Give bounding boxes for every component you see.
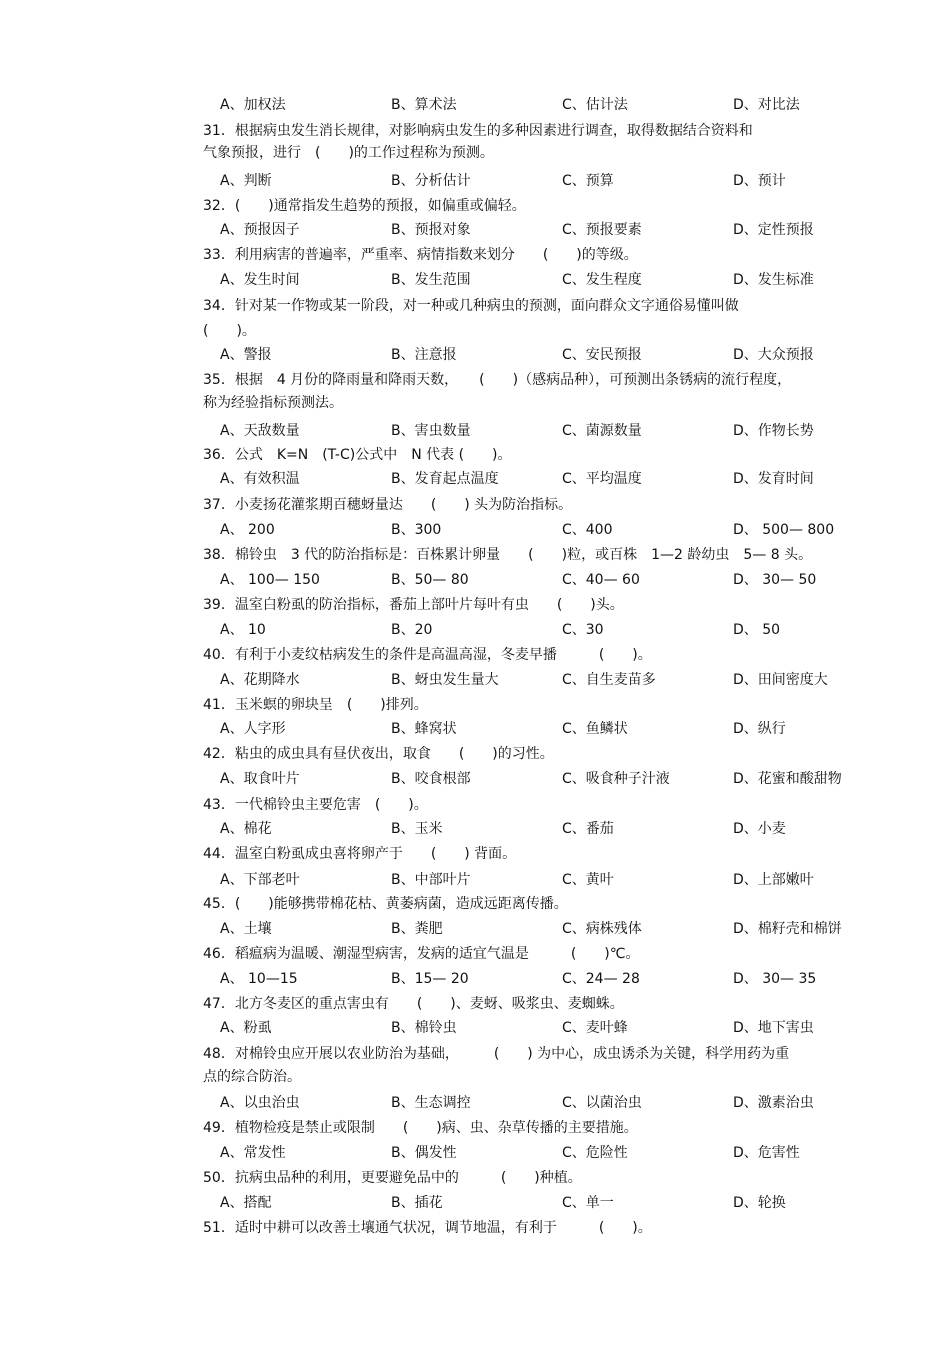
answer-option-d: D、激素治虫 [733, 1095, 814, 1111]
answer-option-b: B、咬食根部 [391, 771, 471, 787]
answer-option-c: C、自生麦苗多 [562, 672, 656, 688]
answer-option-a: A、 200 [220, 522, 275, 538]
answer-option-d: D、预计 [733, 173, 786, 189]
answer-option-d: D、花蜜和酸甜物 [733, 771, 842, 787]
answer-option-c: C、预算 [562, 173, 614, 189]
answer-option-c: C、麦叶蜂 [562, 1020, 628, 1036]
answer-option-d: D、大众预报 [733, 347, 814, 363]
question-text-line: ( )。 [203, 323, 256, 339]
answer-option-a: A、发生时间 [220, 272, 300, 288]
answer-option-d: D、纵行 [733, 721, 786, 737]
answer-option-b: B、算术法 [391, 97, 457, 113]
question-text-line: 48．对棉铃虫应开展以农业防治为基础， ( ) 为中心，成虫诱杀为关键，科学用药为重 [203, 1046, 790, 1062]
answer-option-c: C、菌源数量 [562, 423, 642, 439]
question-text-line: 31．根据病虫发生消长规律，对影响病虫发生的多种因素进行调查，取得数据结合资料和 [203, 123, 753, 139]
question-text-line: 44．温室白粉虱成虫喜将卵产于 ( ) 背面。 [203, 846, 517, 862]
question-text-line: 51．适时中耕可以改善土壤通气状况，调节地温，有利于 ( )。 [203, 1220, 652, 1236]
answer-option-a: A、土壤 [220, 921, 272, 937]
question-text-line: 41．玉米螟的卵块呈 ( )排列。 [203, 697, 428, 713]
answer-option-c: C、以菌治虫 [562, 1095, 642, 1111]
answer-option-b: B、分析估计 [391, 173, 471, 189]
question-text-line: 32．( )通常指发生趋势的预报，如偏重或偏轻。 [203, 198, 526, 214]
answer-option-d: D、危害性 [733, 1145, 800, 1161]
answer-option-c: C、鱼鳞状 [562, 721, 628, 737]
question-text-line: 38．棉铃虫 3 代的防治指标是：百株累计卵量 ( )粒，或百株 1—2 龄幼虫 5— 8 头。 [203, 547, 813, 563]
answer-option-c: C、病株残体 [562, 921, 642, 937]
answer-option-b: B、蜂窝状 [391, 721, 457, 737]
question-text-line: 36．公式 K=N (T-C)公式中 N 代表 ( )。 [203, 447, 512, 463]
answer-option-b: B、预报对象 [391, 222, 471, 238]
answer-option-d: D、上部嫩叶 [733, 872, 814, 888]
question-text-line: 49．植物检疫是禁止或限制 ( )病、虫、杂草传播的主要措施。 [203, 1120, 638, 1136]
answer-option-c: C、预报要素 [562, 222, 642, 238]
answer-option-c: C、危险性 [562, 1145, 628, 1161]
answer-option-c: C、安民预报 [562, 347, 642, 363]
answer-option-b: B、注意报 [391, 347, 457, 363]
answer-option-a: A、搭配 [220, 1195, 272, 1211]
answer-option-b: B、20 [391, 622, 433, 638]
question-text-line: 42．粘虫的成虫具有昼伏夜出，取食 ( )的习性。 [203, 746, 554, 762]
answer-option-d: D、 50 [733, 622, 781, 638]
answer-option-c: C、单一 [562, 1195, 614, 1211]
question-text-line: 39．温室白粉虱的防治指标，番茄上部叶片每叶有虫 ( )头。 [203, 597, 624, 613]
answer-option-a: A、天敌数量 [220, 423, 300, 439]
answer-option-c: C、发生程度 [562, 272, 642, 288]
answer-option-d: D、 30— 50 [733, 572, 817, 588]
answer-option-a: A、取食叶片 [220, 771, 300, 787]
question-text-line: 37．小麦扬花灌浆期百穗蚜量达 ( ) 头为防治指标。 [203, 497, 573, 513]
answer-option-b: B、15— 20 [391, 971, 469, 987]
answer-option-d: D、田间密度大 [733, 672, 828, 688]
answer-option-c: C、吸食种子汁液 [562, 771, 670, 787]
answer-option-a: A、有效积温 [220, 471, 300, 487]
answer-option-a: A、判断 [220, 173, 272, 189]
answer-option-d: D、发生标准 [733, 272, 814, 288]
answer-option-b: B、生态调控 [391, 1095, 471, 1111]
answer-option-a: A、棉花 [220, 821, 272, 837]
answer-option-a: A、粉虱 [220, 1020, 272, 1036]
question-text-line: 47．北方冬麦区的重点害虫有 ( )、麦蚜、吸浆虫、麦蜘蛛。 [203, 996, 624, 1012]
answer-option-b: B、300 [391, 522, 442, 538]
answer-option-c: C、40— 60 [562, 572, 640, 588]
answer-option-d: D、发育时间 [733, 471, 814, 487]
answer-option-a: A、人字形 [220, 721, 286, 737]
question-text-line: 46．稻瘟病为温暖、潮湿型病害，发病的适宜气温是 ( )℃。 [203, 946, 640, 962]
answer-option-a: A、 10—15 [220, 971, 298, 987]
question-text-line: 40．有利于小麦纹枯病发生的条件是高温高湿，冬麦早播 ( )。 [203, 647, 652, 663]
answer-option-b: B、蚜虫发生量大 [391, 672, 499, 688]
answer-option-a: A、加权法 [220, 97, 286, 113]
answer-option-c: C、400 [562, 522, 613, 538]
answer-option-c: C、番茄 [562, 821, 614, 837]
question-text-line: 点的综合防治。 [203, 1069, 301, 1085]
answer-option-b: B、玉米 [391, 821, 443, 837]
answer-option-a: A、以虫治虫 [220, 1095, 300, 1111]
answer-option-d: D、棉籽壳和棉饼 [733, 921, 842, 937]
answer-option-a: A、下部老叶 [220, 872, 300, 888]
answer-option-a: A、 100— 150 [220, 572, 320, 588]
answer-option-d: D、作物长势 [733, 423, 814, 439]
answer-option-a: A、警报 [220, 347, 272, 363]
answer-option-b: B、棉铃虫 [391, 1020, 457, 1036]
answer-option-a: A、常发性 [220, 1145, 286, 1161]
answer-option-d: D、轮换 [733, 1195, 786, 1211]
question-text-line: 35．根据 4 月份的降雨量和降雨天数， ( )（感病品种），可预测出条锈病的流行程度， [203, 372, 792, 388]
answer-option-a: A、花期降水 [220, 672, 300, 688]
answer-option-d: D、 30— 35 [733, 971, 817, 987]
question-text-line: 45．( )能够携带棉花枯、黄萎病菌，造成远距离传播。 [203, 896, 568, 912]
answer-option-b: B、中部叶片 [391, 872, 471, 888]
answer-option-a: A、预报因子 [220, 222, 300, 238]
question-text-line: 50．抗病虫品种的利用，更要避免品中的 ( )种植。 [203, 1170, 582, 1186]
answer-option-b: B、害虫数量 [391, 423, 471, 439]
answer-option-c: C、黄叶 [562, 872, 614, 888]
answer-option-b: B、插花 [391, 1195, 443, 1211]
answer-option-c: C、估计法 [562, 97, 628, 113]
answer-option-d: D、小麦 [733, 821, 786, 837]
question-text-line: 气象预报，进行 ( )的工作过程称为预测。 [203, 145, 494, 161]
answer-option-b: B、发生范围 [391, 272, 471, 288]
answer-option-b: B、偶发性 [391, 1145, 457, 1161]
answer-option-b: B、50— 80 [391, 572, 469, 588]
answer-option-b: B、发育起点温度 [391, 471, 499, 487]
question-text-line: 33．利用病害的普遍率，严重率、病情指数来划分 ( )的等级。 [203, 247, 638, 263]
answer-option-d: D、对比法 [733, 97, 800, 113]
answer-option-d: D、 500— 800 [733, 522, 835, 538]
answer-option-a: A、 10 [220, 622, 266, 638]
answer-option-d: D、地下害虫 [733, 1020, 814, 1036]
answer-option-c: C、30 [562, 622, 604, 638]
answer-option-c: C、平均温度 [562, 471, 642, 487]
question-text-line: 43．一代棉铃虫主要危害 ( )。 [203, 797, 428, 813]
question-text-line: 34．针对某一作物或某一阶段，对一种或几种病虫的预测，面向群众文字通俗易懂叫做 [203, 298, 739, 314]
answer-option-c: C、24— 28 [562, 971, 640, 987]
answer-option-d: D、定性预报 [733, 222, 814, 238]
answer-option-b: B、粪肥 [391, 921, 443, 937]
question-text-line: 称为经验指标预测法。 [203, 395, 343, 411]
